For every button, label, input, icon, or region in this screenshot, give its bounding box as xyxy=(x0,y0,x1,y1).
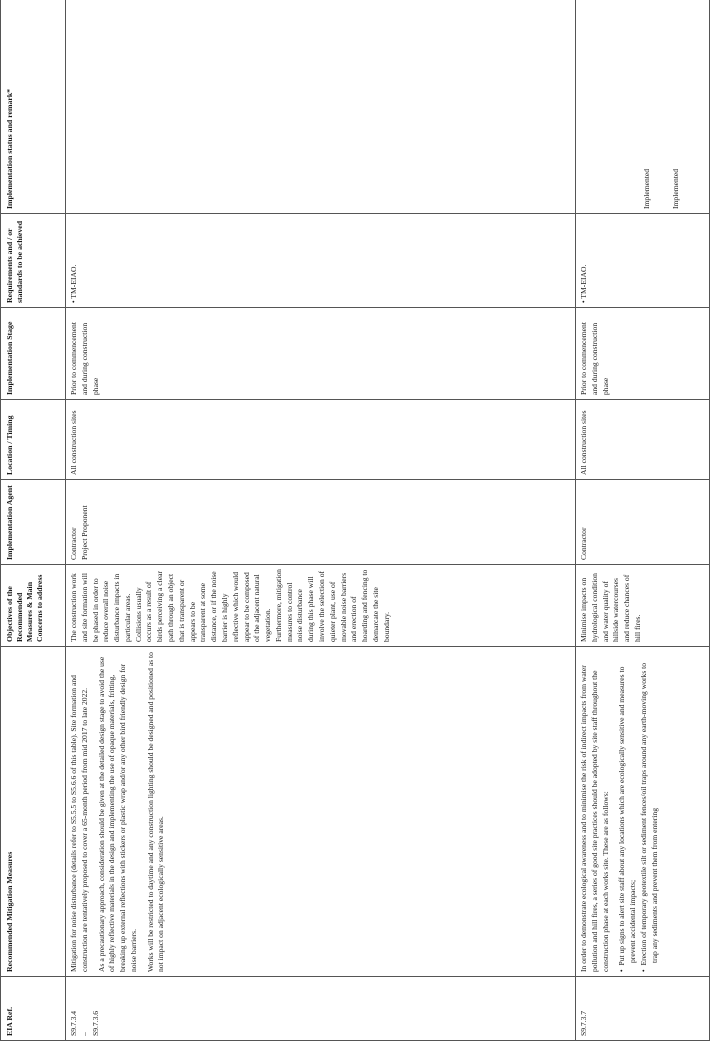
measure-paragraph: Mitigation for noise disturbance (details refer to S5.5.5 to S5.6.6 of this table). Site formation and construction are tentatively proposed to cover a 65-month period from mid 2017 to late 2022. xyxy=(69,675,89,972)
agent-line: Project Proponent xyxy=(79,505,89,560)
implementation-agent-cell xyxy=(576,480,710,565)
header-recommended-measures: Recommended Mitigation Measures xyxy=(1,647,66,977)
measure-paragraph: In order to demonstrate ecological awareness and to minimise the risk of indirect impacts from water pollution and hill fires, a series of good site practices should be adopted by site staff throughout the construction phase at each works site. These are as follows: xyxy=(579,665,610,972)
requirements-cell: • TM-EIAO. xyxy=(66,214,576,308)
measure-paragraph: As a precautionary approach, consideration should be given at the detailed design stage to avoid the use of highly reflective materials in the design and implementing the use of opaque materials, fritting, breaking up external reflections with stickers or plastic wrap and/or any other bird friendly design for noise barriers. xyxy=(96,656,138,972)
header-location-timing: Location / Timing xyxy=(1,400,66,480)
header-status-remark: Implementation status and remark* xyxy=(1,0,66,214)
eia-ref-line: – xyxy=(79,1032,89,1036)
objectives-cell: The construction work and site formation will be phased in order to reduce overall noise disturbance impacts in particular areas. Collisions usually occurs as a result of birds perceiving a clear path through an object that is transparent or appears to be transparent at some distance, or if the noise barrier is highly reflective which would appear to be composed of the adjacent natural vegetation. Furthermore, mitigation measures to control noise disturbance during this phase will involve the selection of quieter plant, use of movable noise barriers and erection of hoarding and fencing to demarcate the site boundary. xyxy=(66,565,576,647)
mitigation-measures-cell xyxy=(576,647,710,977)
objectives-cell: Minimise impacts on hydrological condition and water quality of hillside watercourses and reduce chances of hill fires. xyxy=(576,565,710,647)
status-text: Implemented xyxy=(642,168,651,209)
header-objectives: Objectives of the Recommended Measures & Main Concerns to address xyxy=(1,565,66,647)
eia-ref-cell xyxy=(576,977,710,1041)
implementation-stage-cell: Prior to commencement and during construction phase xyxy=(576,308,710,400)
header-requirements: Requirements and / or standards to be achieved xyxy=(1,214,66,308)
eia-ref-line: S9.7.3.4 xyxy=(69,1010,78,1036)
mitigation-measures-cell xyxy=(66,647,576,977)
measure-paragraph: Works will be restricted to daytime and any construction lighting should be designed and positioned as to not impact on adjacent ecologically sensitive areas. xyxy=(145,652,166,972)
status-remark-cell xyxy=(66,0,576,214)
measure-bullet-text: Put up signs to alert site staff about any locations which are ecologically sensitive and measures to prevent accidental impacts; xyxy=(617,666,638,966)
eia-ref-line: S9.7.3.6 xyxy=(90,1010,100,1036)
measure-bullet: • Erection of temporary geotextile silt or sediment fences/oil traps around any earth-moving works to trap any sediments and prevent them from entering xyxy=(638,662,659,972)
table-row xyxy=(66,0,576,1041)
implementation-agent-cell xyxy=(66,480,576,565)
table-row xyxy=(576,0,710,1041)
location-timing-cell: All construction sites xyxy=(576,400,710,480)
status-remark-cell xyxy=(576,0,710,214)
eia-ref-line: S9.7.3.7 xyxy=(579,1010,588,1036)
location-timing-cell: All construction sites xyxy=(66,400,576,480)
header-row xyxy=(1,0,66,1041)
measure-bullet-text: Erection of temporary geotextile silt or sediment fences/oil traps around any earth-moving works to trap any sediments and prevent them from entering xyxy=(638,662,659,966)
header-eia-ref: EIA Ref. xyxy=(1,977,66,1041)
implementation-stage-cell: Prior to commencement and during construction phase xyxy=(66,308,576,400)
header-implementation-agent: Implementation Agent xyxy=(1,480,66,565)
agent-line: Contractor xyxy=(579,527,588,560)
eia-ref-cell xyxy=(66,977,576,1041)
status-text: Implemented xyxy=(670,168,680,209)
agent-line: Contractor xyxy=(69,527,78,560)
requirements-cell: • TM-EIAO. xyxy=(576,214,710,308)
measure-bullet: • Put up signs to alert site staff about any locations which are ecologically sensitive and measures to prevent accidental impacts; xyxy=(617,666,638,972)
header-implementation-stage: Implementation Stage xyxy=(1,308,66,400)
